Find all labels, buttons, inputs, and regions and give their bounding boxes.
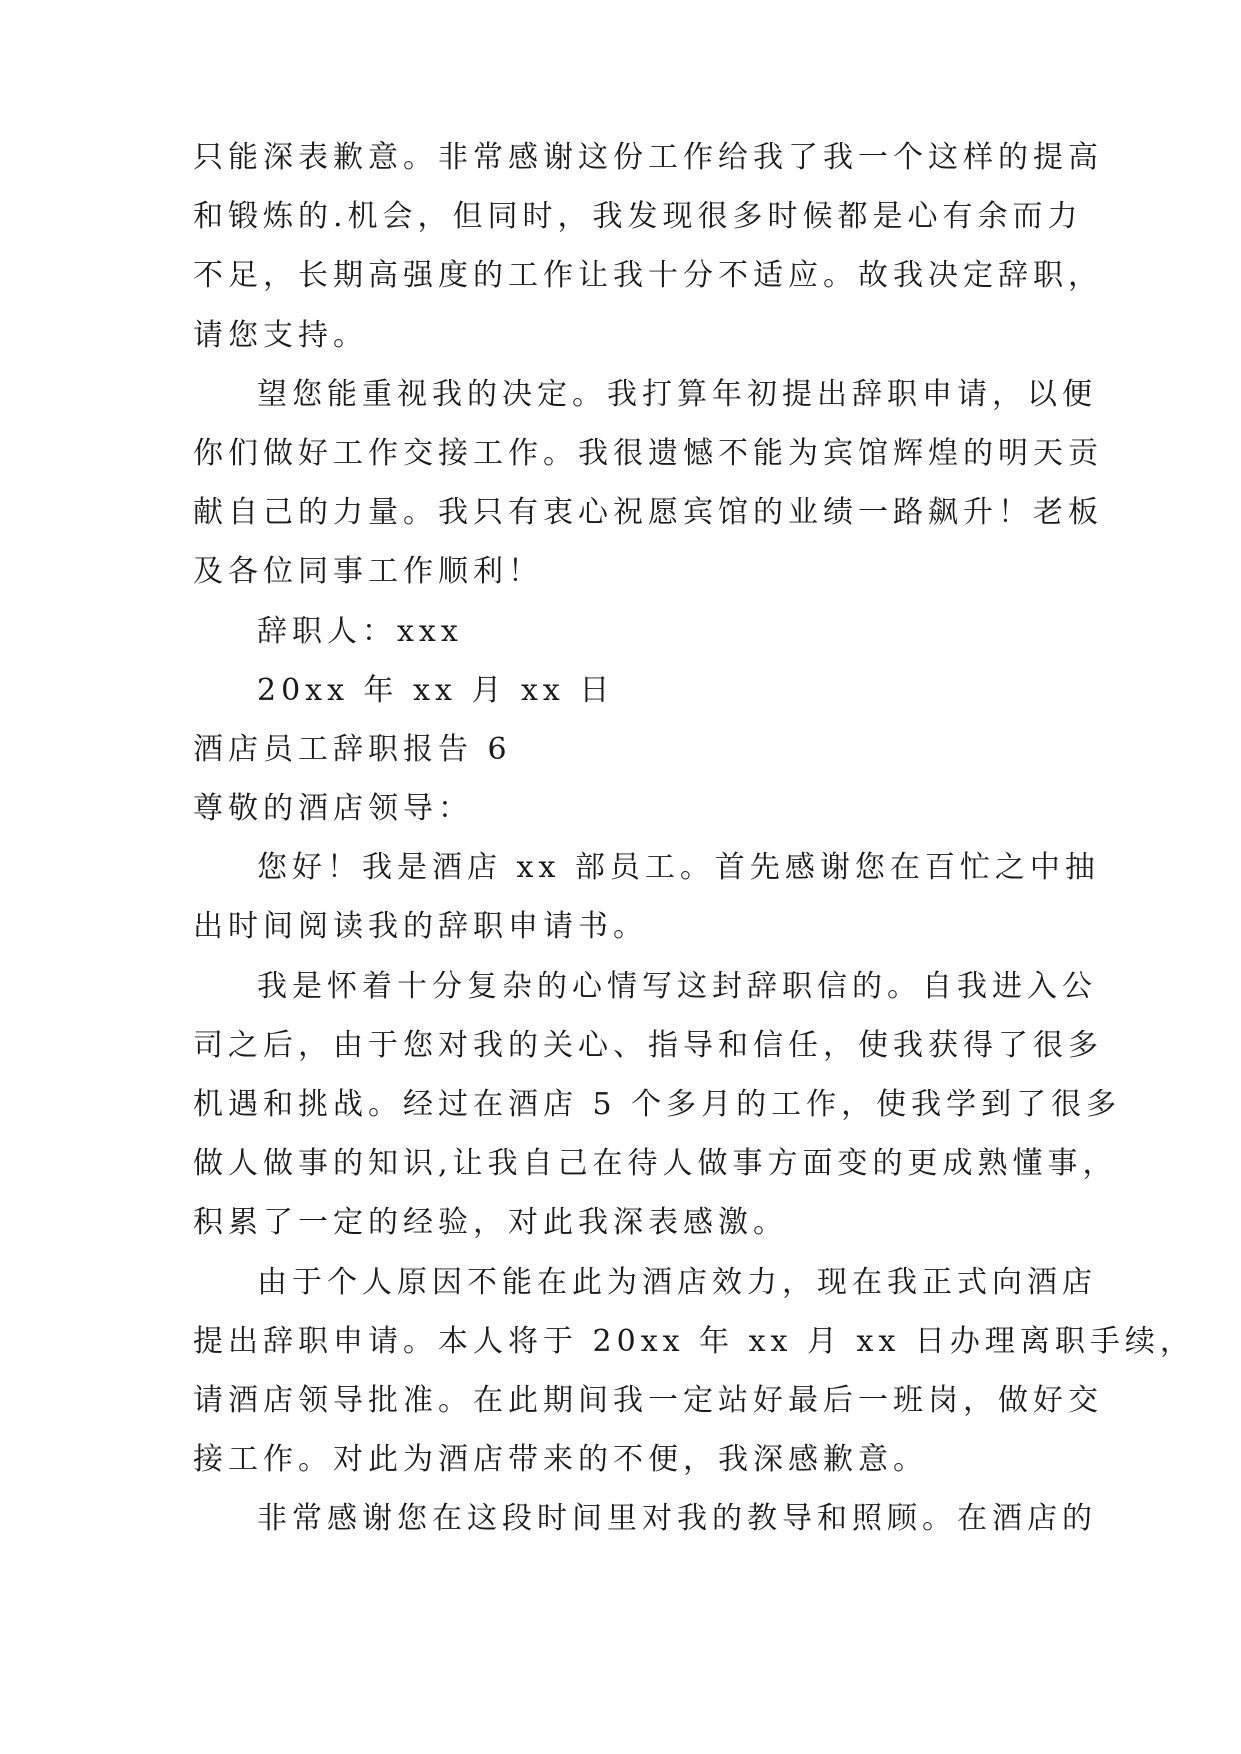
- text-line: 非常感谢您在这段时间里对我的教导和照顾。在酒店的: [257, 1501, 1097, 1537]
- text-line: 积累了一定的经验，对此我深表感激。: [193, 1205, 788, 1241]
- text-line: 请酒店领导批准。在此期间我一定站好最后一班岗，做好交: [193, 1382, 1103, 1418]
- text-line: 您好！我是酒店 xx 部员工。首先感谢您在百忙之中抽: [257, 850, 1100, 886]
- text-line: 由于个人原因不能在此为酒店效力，现在我正式向酒店: [257, 1264, 1097, 1300]
- text-line: 尊敬的酒店领导：: [193, 791, 473, 827]
- text-line: 不足，长期高强度的工作让我十分不适应。故我决定辞职，: [193, 258, 1103, 294]
- text-line: 酒店员工辞职报告 6: [193, 731, 512, 767]
- text-line: 献自己的力量。我只有衷心祝愿宾馆的业绩一路飙升！老板: [193, 495, 1103, 531]
- text-line: 司之后，由于您对我的关心、指导和信任，使我获得了很多: [193, 1027, 1103, 1063]
- text-line: 我是怀着十分复杂的心情写这封辞职信的。自我进入公: [257, 968, 1097, 1004]
- document-body: [193, 128, 1195, 1549]
- text-line: 接工作。对此为酒店带来的不便，我深感歉意。: [193, 1442, 928, 1478]
- text-line: 提出辞职申请。本人将于 20xx 年 xx 月 xx 日办理离职手续，: [193, 1323, 1195, 1359]
- text-line: 出时间阅读我的辞职申请书。: [193, 909, 648, 945]
- text-line: 请您支持。: [193, 317, 368, 353]
- text-line: 望您能重视我的决定。我打算年初提出辞职申请，以便: [257, 376, 1097, 412]
- text-line: 及各位同事工作顺利！: [193, 554, 543, 590]
- text-line: 只能深表歉意。非常感谢这份工作给我了我一个这样的提高: [193, 140, 1103, 175]
- text-line: 20xx 年 xx 月 xx 日: [257, 672, 615, 708]
- text-line: 做人做事的知识,让我自己在待人做事方面变的更成熟懂事，: [193, 1146, 1118, 1182]
- text-line: 机遇和挑战。经过在酒店 5 个多月的工作，使我学到了很多: [193, 1087, 1122, 1122]
- text-line: 和锻炼的.机会，但同时，我发现很多时候都是心有余而力: [193, 199, 1083, 235]
- text-line: 辞职人：xxx: [257, 613, 463, 649]
- text-line: 你们做好工作交接工作。我很遗憾不能为宾馆辉煌的明天贡: [193, 435, 1103, 471]
